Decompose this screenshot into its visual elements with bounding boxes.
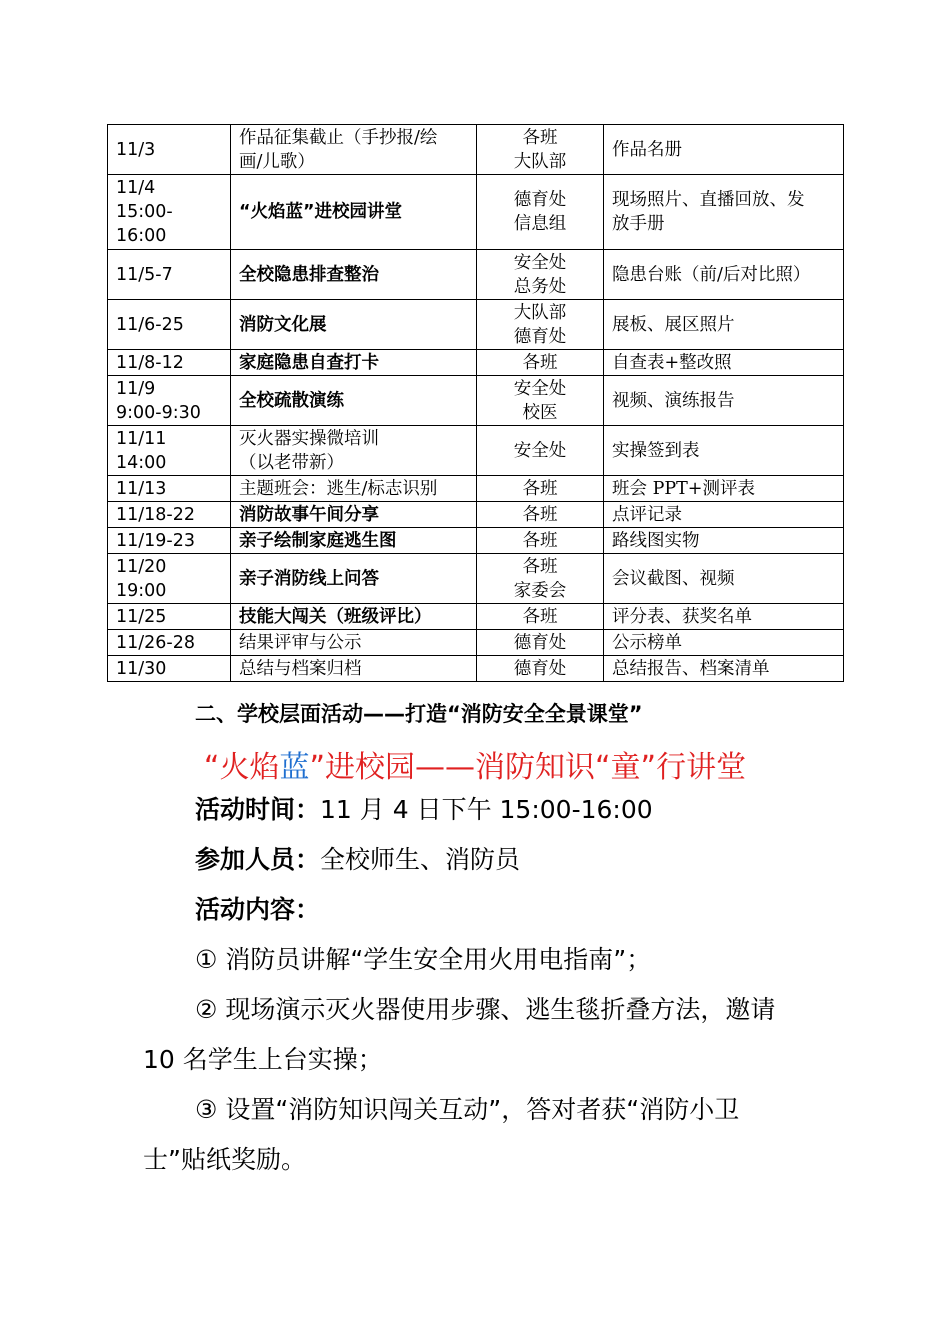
date-cell (108, 476, 231, 502)
content-item-1: ① 消防员讲解“学生安全用火用电指南”； (195, 945, 652, 974)
table-row (108, 426, 844, 476)
activity-cell (231, 426, 477, 476)
responsible-cell-line: 安全处 (513, 440, 567, 461)
event-title-blue-part: 蓝 (279, 750, 310, 785)
responsible-cell (477, 125, 604, 175)
activity-cell-line: （以老带新） (239, 452, 344, 473)
activity-cell-line: 亲子消防线上问答 (239, 568, 379, 589)
output-cell (604, 554, 844, 604)
output-cell-line: 放手册 (612, 214, 665, 234)
responsible-cell-line: 各班 (522, 556, 558, 577)
date-cell (108, 250, 231, 300)
output-cell (604, 300, 844, 350)
date-cell-line: 11/26-28 (116, 632, 196, 653)
activity-cell-line: 技能大闯关（班级评比） (239, 606, 432, 627)
activity-cell (231, 125, 477, 175)
output-cell-line: 实操签到表 (612, 440, 700, 461)
date-cell-line: 11/6-25 (116, 314, 184, 335)
content-item-2-line-1: ② 现场演示灭火器使用步骤、逃生毯折叠方法，邀请 (195, 995, 776, 1024)
table-row (108, 175, 844, 250)
responsible-cell-line: 信息组 (513, 214, 567, 234)
output-cell-line: 总结报告、档案清单 (612, 658, 770, 679)
activity-cell-line: 亲子绘制家庭逃生图 (239, 530, 397, 551)
date-cell (108, 376, 231, 426)
participants-label: 参加人员： (195, 845, 321, 874)
output-cell (604, 350, 844, 376)
responsible-cell (477, 656, 604, 682)
date-cell-line: 11/13 (116, 478, 167, 499)
responsible-cell-line: 各班 (522, 504, 558, 525)
responsible-cell (477, 376, 604, 426)
activity-cell-line: 灭火器实操微培训 (239, 428, 379, 449)
table-row (108, 630, 844, 656)
responsible-cell-line: 家委会 (513, 580, 567, 601)
activity-cell (231, 656, 477, 682)
responsible-cell (477, 476, 604, 502)
table-row (108, 528, 844, 554)
date-cell-line: 11/20 (116, 556, 167, 577)
event-title-part-1: “火焰 (203, 750, 280, 785)
activity-cell-line: 结果评审与公示 (239, 632, 362, 653)
table-row (108, 376, 844, 426)
date-cell-line: 11/9 (116, 378, 156, 399)
activity-content-heading (195, 893, 320, 927)
responsible-cell-line: 德育处 (513, 632, 567, 653)
activity-cell (231, 300, 477, 350)
table-row (108, 502, 844, 528)
date-cell-line: 11/25 (116, 606, 167, 627)
table-row (108, 476, 844, 502)
output-cell (604, 476, 844, 502)
output-cell-line: 现场照片、直播回放、发 (612, 190, 805, 210)
table-row (108, 125, 844, 175)
activity-content-label: 活动内容： (195, 895, 321, 924)
responsible-cell-line: 各班 (522, 352, 558, 373)
output-cell-line: 点评记录 (612, 504, 682, 525)
responsible-cell (477, 300, 604, 350)
date-cell (108, 426, 231, 476)
activity-cell (231, 528, 477, 554)
output-cell (604, 376, 844, 426)
activity-cell (231, 476, 477, 502)
activity-cell-line: 总结与档案归档 (239, 658, 362, 679)
responsible-cell-line: 各班 (522, 606, 558, 627)
output-cell (604, 250, 844, 300)
participants (195, 843, 520, 877)
activity-cell (231, 376, 477, 426)
event-title-part-3: ”进校园——消防知识“童”行讲堂 (309, 750, 747, 785)
table-row (108, 350, 844, 376)
responsible-cell (477, 250, 604, 300)
activity-cell-line: “火焰蓝”进校园讲堂 (239, 202, 403, 222)
output-cell (604, 528, 844, 554)
activity-cell-line: 画/儿歌） (239, 151, 315, 172)
date-cell (108, 656, 231, 682)
date-cell-line: 9:00-9:30 (116, 402, 201, 423)
table-row (108, 250, 844, 300)
date-cell-line: 19:00 (116, 580, 167, 601)
output-cell (604, 630, 844, 656)
date-cell-line: 11/8-12 (116, 352, 184, 373)
date-cell-line: 16:00 (116, 226, 167, 246)
content-item-2-line-2: 10 名学生上台实操； (143, 1045, 383, 1074)
date-cell (108, 604, 231, 630)
output-cell (604, 604, 844, 630)
responsible-cell (477, 175, 604, 250)
output-cell-line: 会议截图、视频 (612, 568, 735, 589)
responsible-cell-line: 德育处 (513, 326, 567, 347)
responsible-cell (477, 604, 604, 630)
output-cell-line: 展板、展区照片 (612, 314, 735, 335)
output-cell-line: 路线图实物 (612, 530, 700, 551)
date-cell (108, 554, 231, 604)
content-item-3-line-2: 士”贴纸奖励。 (143, 1145, 306, 1174)
activity-cell (231, 350, 477, 376)
activity-time-label: 活动时间： (195, 795, 321, 824)
date-cell (108, 175, 231, 250)
output-cell (604, 502, 844, 528)
responsible-cell-line: 德育处 (513, 658, 567, 679)
activity-cell (231, 630, 477, 656)
date-cell-line: 11/11 (116, 428, 167, 449)
output-cell-line: 隐患台账（前/后对比照） (612, 264, 811, 285)
responsible-cell-line: 各班 (522, 530, 558, 551)
output-cell (604, 125, 844, 175)
output-cell (604, 656, 844, 682)
date-cell (108, 630, 231, 656)
date-cell-line: 14:00 (116, 452, 167, 473)
responsible-cell-line: 各班 (522, 127, 558, 148)
output-cell-line: 评分表、获奖名单 (612, 606, 752, 627)
date-cell-line: 11/30 (116, 658, 167, 679)
date-cell (108, 300, 231, 350)
section-heading: 二、学校层面活动——打造“消防安全全景课堂” (195, 702, 643, 726)
activity-cell-line: 主题班会：逃生/标志识别 (239, 478, 438, 499)
table-row (108, 300, 844, 350)
responsible-cell-line: 各班 (522, 478, 558, 499)
schedule-table (107, 124, 844, 682)
output-cell (604, 426, 844, 476)
output-cell (604, 175, 844, 250)
table-row (108, 656, 844, 682)
date-cell (108, 502, 231, 528)
responsible-cell (477, 528, 604, 554)
date-cell (108, 350, 231, 376)
date-cell-line: 11/4 (116, 178, 156, 198)
activity-cell (231, 502, 477, 528)
activity-cell (231, 604, 477, 630)
responsible-cell-line: 校医 (522, 402, 558, 423)
activity-time (195, 793, 653, 827)
responsible-cell-line: 大队部 (513, 302, 567, 323)
responsible-cell (477, 554, 604, 604)
responsible-cell (477, 630, 604, 656)
date-cell (108, 125, 231, 175)
date-cell-line: 15:00- (116, 202, 173, 222)
schedule-table-body (108, 125, 844, 682)
participants-value: 全校师生、消防员 (320, 845, 521, 874)
date-cell-line: 11/5-7 (116, 264, 173, 285)
activity-time-value: 11 月 4 日下午 15:00-16:00 (320, 795, 653, 824)
date-cell-line: 11/18-22 (116, 504, 196, 525)
table-row (108, 604, 844, 630)
responsible-cell-line: 安全处 (513, 378, 567, 399)
date-cell-line: 11/3 (116, 139, 156, 160)
activity-cell (231, 175, 477, 250)
activity-cell-line: 作品征集截止（手抄报/绘 (239, 127, 438, 148)
date-cell (108, 528, 231, 554)
activity-cell (231, 250, 477, 300)
output-cell-line: 自查表+整改照 (612, 352, 732, 373)
activity-cell-line: 消防文化展 (239, 314, 327, 335)
activity-cell-line: 消防故事午间分享 (239, 504, 379, 525)
activity-cell-line: 全校隐患排查整治 (239, 264, 379, 285)
responsible-cell-line: 安全处 (513, 252, 567, 273)
responsible-cell-line: 大队部 (513, 151, 567, 172)
responsible-cell-line: 总务处 (513, 276, 567, 297)
activity-cell-line: 全校疏散演练 (239, 390, 344, 411)
responsible-cell (477, 426, 604, 476)
event-title (0, 742, 950, 786)
table-row (108, 554, 844, 604)
responsible-cell (477, 502, 604, 528)
responsible-cell-line: 德育处 (513, 190, 567, 210)
activity-cell (231, 554, 477, 604)
output-cell-line: 视频、演练报告 (612, 390, 735, 411)
output-cell-line: 班会 PPT+测评表 (612, 478, 755, 499)
date-cell-line: 11/19-23 (116, 530, 196, 551)
responsible-cell (477, 350, 604, 376)
activity-cell-line: 家庭隐患自查打卡 (239, 352, 379, 373)
output-cell-line: 公示榜单 (612, 632, 682, 653)
output-cell-line: 作品名册 (612, 139, 682, 160)
content-item-3-line-1: ③ 设置“消防知识闯关互动”，答对者获“消防小卫 (195, 1095, 740, 1124)
